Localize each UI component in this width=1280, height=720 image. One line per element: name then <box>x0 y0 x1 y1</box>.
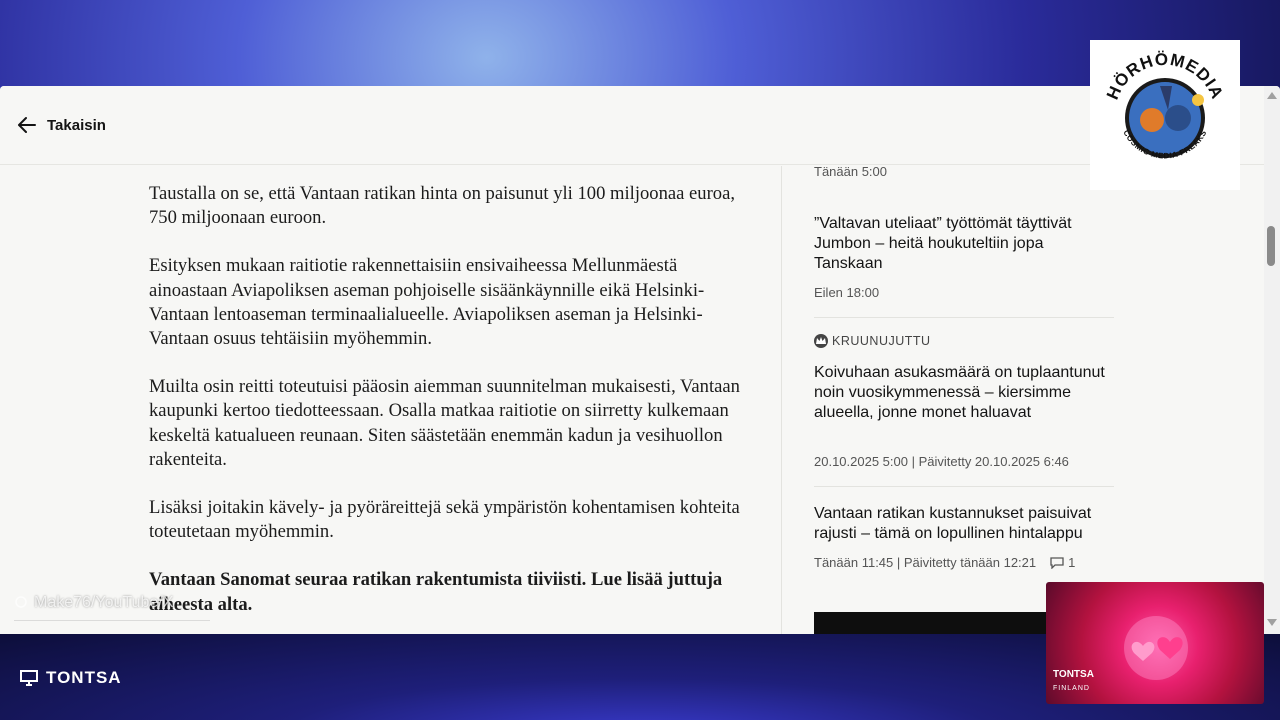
channel-logo <box>1090 40 1240 190</box>
related-article-link[interactable]: Vantaan ratikan kustannukset paisuivat rajusti – tämä on lopullinen hintalappu <box>814 505 1092 542</box>
article-paragraph: Lisäksi joitakin kävely- ja pyöräreittejä sekä ympäristön kohentamisen kohteita toteutetaan myöhemmin. <box>149 497 740 543</box>
article-paragraph: Muilta osin reitti toteutuisi pääosin aiemman suunnitelman mukaisesti, Vantaan kaupunki kertoo tiedotteessaan. Osalla matkaa raitiotie on siirretty kulkemaan keskeltä katualueen reunaan. Siten säästetään enemmän kadun ja vesihuollon rakenteita. <box>149 376 740 470</box>
video-brand-sub: FINLAND <box>1053 685 1090 692</box>
svg-text:HÖRHÖMEDIA: HÖRHÖMEDIA <box>1102 50 1228 103</box>
related-article-link[interactable]: ”Valtavan uteliaat” työttömät täyttivät Jumbon – heitä houkuteltiin jopa Tanskaan <box>814 215 1072 272</box>
arrow-left-icon <box>17 115 37 135</box>
back-button[interactable] <box>17 114 106 136</box>
related-articles-sidebar <box>814 86 1114 634</box>
back-label: Takaisin <box>47 116 106 134</box>
kicker-label: KRUUNUJUTTU <box>832 334 931 348</box>
article-timestamp: Tänään 11:45 | Päivitetty tänään 12:21 <box>814 555 1037 570</box>
scrollbar[interactable] <box>1264 86 1280 634</box>
article-body <box>149 182 749 634</box>
channel-label <box>20 668 122 688</box>
article-paragraph: Taustalla on se, että Vantaan ratikan hinta on paisunut yli 100 miljoonaa euroa, 750 miljoonaan euroon. <box>149 183 735 229</box>
article-meta-row <box>814 555 1075 570</box>
horhomedia-logo-icon <box>1100 50 1230 180</box>
article-thumbnail[interactable] <box>814 612 1046 634</box>
comment-count-value: 1 <box>1068 555 1076 570</box>
svg-text:COSMIC MEDIA FREAKS: COSMIC MEDIA FREAKS <box>1121 128 1209 161</box>
related-article-link[interactable]: Koivuhaan asukasmäärä on tuplaantunut noin vuosikymmenessä – kiersimme alueella, jonne monet haluavat <box>814 364 1105 421</box>
column-divider <box>781 166 782 634</box>
video-overlay[interactable] <box>1046 582 1264 704</box>
article-paragraph: Esityksen mukaan raitiotie rakennettaisiin ensivaiheessa Mellunmäestä ainoastaan Aviapoliksen aseman pohjoiselle sisäänkäynnille eikä Helsinki-Vantaan lentoaseman terminaalialueelle. Aviapoliksen aseman ja Helsinki-Vantaan osuus tehtäisiin myöhemmin. <box>149 255 705 350</box>
monitor-icon <box>20 670 38 686</box>
video-brand-name: TONTSA <box>1053 669 1094 680</box>
browser-page <box>0 86 1280 634</box>
scroll-down-arrow-icon[interactable] <box>1267 619 1277 626</box>
article-timestamp: 20.10.2025 5:00 | Päivitetty 20.10.2025 6:46 <box>814 454 1069 469</box>
article-timestamp: Tänään 5:00 <box>814 164 888 179</box>
channel-name: TONTSA <box>46 668 122 687</box>
article-timestamp: Eilen 18:00 <box>814 285 880 300</box>
comment-icon <box>1050 557 1064 569</box>
scroll-thumb[interactable] <box>1267 226 1275 266</box>
scroll-up-arrow-icon[interactable] <box>1267 92 1277 99</box>
premium-kicker <box>814 334 931 348</box>
video-brand <box>1053 668 1094 696</box>
comment-count[interactable] <box>1050 555 1075 570</box>
divider <box>814 486 1114 487</box>
article-followup-link[interactable]: Vantaan Sanomat seuraa ratikan rakentumista tiiviisti. Lue lisää juttuja aiheesta alta. <box>149 569 723 615</box>
chat-icon <box>14 596 28 610</box>
watermark-underline <box>14 620 210 621</box>
divider <box>814 317 1114 318</box>
watermark <box>14 594 173 612</box>
crown-icon <box>814 334 828 348</box>
watermark-text: Make76/YouTube/X <box>34 594 174 611</box>
